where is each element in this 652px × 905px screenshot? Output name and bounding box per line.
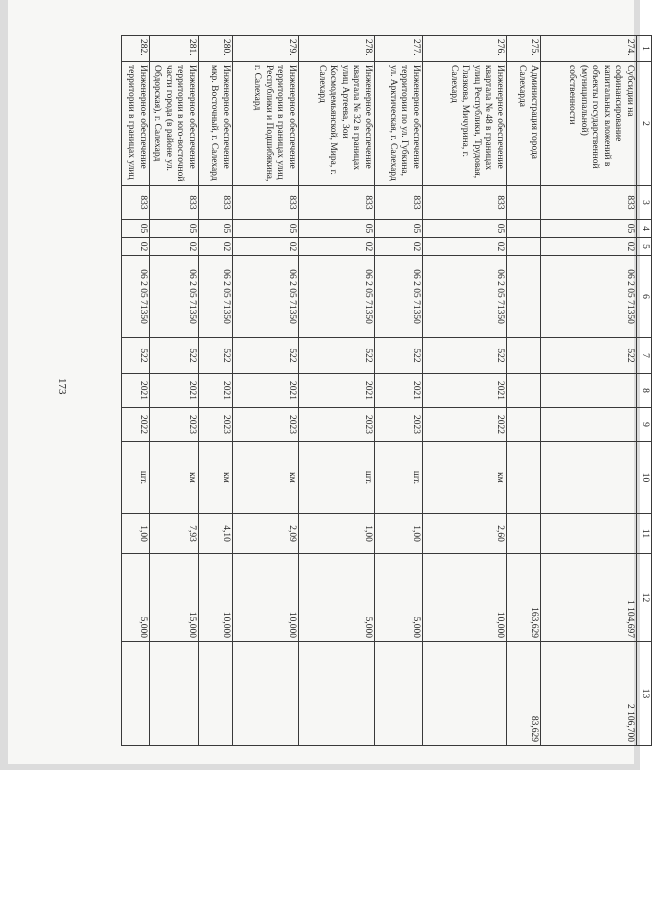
table-cell-n: 276. [423, 36, 507, 62]
table-cell-c11: 2,60 [423, 514, 507, 554]
column-header: 11 [637, 514, 652, 554]
table-row [423, 36, 507, 746]
table-cell-c9: 2022 [423, 408, 507, 442]
table-cell-c13 [121, 642, 149, 746]
table-cell-c12: 10,000 [233, 554, 299, 642]
column-header: 2 [637, 62, 652, 186]
column-header: 4 [637, 220, 652, 238]
table-row [541, 36, 637, 746]
table-cell-c12: 163,629 [507, 554, 541, 642]
table-cell-c12: 15,000 [149, 554, 198, 642]
table-cell-c7: 522 [121, 338, 149, 374]
table-cell-c10: шт. [121, 442, 149, 514]
table-cell-c12: 10,000 [423, 554, 507, 642]
table-cell-c10: шт. [299, 442, 375, 514]
table-cell-c5: 02 [423, 238, 507, 256]
table-cell-c11: 1,00 [375, 514, 423, 554]
table-cell-c12: 5,000 [299, 554, 375, 642]
table-cell-c10: км [149, 442, 198, 514]
table-cell-c3: 833 [541, 186, 637, 220]
table-cell-c5: 02 [375, 238, 423, 256]
table-cell-c4 [507, 220, 541, 238]
table-cell-c5: 02 [149, 238, 198, 256]
table-cell-name: Инженерное обеспечение квартала № 48 в границах улиц Республики, Трудовая, Глазкова, Мичурина, г. Салехард [423, 62, 507, 186]
table-cell-c3: 833 [233, 186, 299, 220]
table-header-row [637, 36, 652, 746]
table-cell-c10: шт. [375, 442, 423, 514]
table-cell-c7 [507, 338, 541, 374]
table-cell-c9: 2023 [233, 408, 299, 442]
table-cell-name: Администрация города Салехарда [507, 62, 541, 186]
table-cell-c3: 833 [149, 186, 198, 220]
table-cell-n: 281. [149, 36, 198, 62]
table-cell-c11 [541, 514, 637, 554]
table-cell-c6: 06 2 05 71350 [375, 256, 423, 338]
table-cell-c6 [507, 256, 541, 338]
table-cell-c13 [423, 642, 507, 746]
table-cell-c7: 522 [299, 338, 375, 374]
table-cell-c13 [299, 642, 375, 746]
table-cell-c3: 833 [423, 186, 507, 220]
table-cell-c4: 05 [375, 220, 423, 238]
column-header: 1 [637, 36, 652, 62]
table-cell-c4: 05 [541, 220, 637, 238]
table-cell-c6: 06 2 05 71350 [423, 256, 507, 338]
table-cell-c6: 06 2 05 71350 [121, 256, 149, 338]
table-cell-c7: 522 [199, 338, 233, 374]
table-cell-c10: км [199, 442, 233, 514]
table-cell-c7: 522 [541, 338, 637, 374]
table-cell-n: 275. [507, 36, 541, 62]
table-cell-c4: 05 [423, 220, 507, 238]
table-cell-c5: 02 [199, 238, 233, 256]
table-cell-c5: 02 [541, 238, 637, 256]
table-cell-c7: 522 [423, 338, 507, 374]
table-cell-n: 280. [199, 36, 233, 62]
table-cell-c8 [507, 374, 541, 408]
table-cell-c8: 2021 [375, 374, 423, 408]
table-row [299, 36, 375, 746]
table-cell-c8: 2021 [299, 374, 375, 408]
table-cell-c8: 2021 [233, 374, 299, 408]
table-cell-c6: 06 2 05 71350 [541, 256, 637, 338]
column-header: 9 [637, 408, 652, 442]
table-cell-c11 [507, 514, 541, 554]
table-cell-c13 [149, 642, 198, 746]
table-cell-c3: 833 [375, 186, 423, 220]
table-cell-c11: 7,93 [149, 514, 198, 554]
document-page [8, 0, 650, 764]
column-header: 12 [637, 554, 652, 642]
column-header: 8 [637, 374, 652, 408]
table-cell-name: Инженерное обеспечение территории в границах улиц Республики и Подшибякина, г. Салехард [233, 62, 299, 186]
table-cell-c5 [507, 238, 541, 256]
table-cell-name: Субсидии на софинансирование капитальных вложений в объекты государственной (муниципальной) собственности [541, 62, 637, 186]
table-row [199, 36, 233, 746]
table-cell-name: Инженерное обеспечение мкр. Восточный, г. Салехард [199, 62, 233, 186]
table-cell-name: Инженерное обеспечение территории в юго-восточной части города (в районе ул. Обдорская), г. Салехард [149, 62, 198, 186]
table-cell-name: Инженерное обеспечение территории в границах улиц [121, 62, 149, 186]
table-cell-c6: 06 2 05 71350 [149, 256, 198, 338]
table-cell-c11: 1,00 [121, 514, 149, 554]
table-row [149, 36, 198, 746]
table-cell-n: 274. [541, 36, 637, 62]
table-cell-c4: 05 [233, 220, 299, 238]
table-cell-c11: 4,10 [199, 514, 233, 554]
table-cell-c4: 05 [199, 220, 233, 238]
table-cell-c9: 2023 [199, 408, 233, 442]
rotated-table-container [121, 35, 652, 746]
table-cell-c13: 2 106,700 [541, 642, 637, 746]
table-cell-c3: 833 [299, 186, 375, 220]
table-cell-c3 [507, 186, 541, 220]
column-header: 5 [637, 238, 652, 256]
table-cell-c8: 2021 [149, 374, 198, 408]
table-cell-c8: 2021 [199, 374, 233, 408]
table-cell-c10 [541, 442, 637, 514]
table-cell-c9 [541, 408, 637, 442]
table-cell-c6: 06 2 05 71350 [233, 256, 299, 338]
table-cell-c11: 1,00 [299, 514, 375, 554]
table-cell-c9: 2022 [121, 408, 149, 442]
table-cell-c10: км [423, 442, 507, 514]
column-header: 13 [637, 642, 652, 746]
column-header: 3 [637, 186, 652, 220]
table-row [375, 36, 423, 746]
table-cell-c5: 02 [121, 238, 149, 256]
table-cell-c12: 1 104,697 [541, 554, 637, 642]
table-cell-c12: 5,000 [121, 554, 149, 642]
table-cell-c9 [507, 408, 541, 442]
table-cell-c7: 522 [149, 338, 198, 374]
table-cell-n: 282. [121, 36, 149, 62]
table-cell-c8: 2021 [121, 374, 149, 408]
table-cell-c6: 06 2 05 71350 [299, 256, 375, 338]
table-cell-n: 279. [233, 36, 299, 62]
table-row [121, 36, 149, 746]
table-row [507, 36, 541, 746]
table-row [233, 36, 299, 746]
table-cell-c4: 05 [149, 220, 198, 238]
table-cell-c10 [507, 442, 541, 514]
table-cell-c6: 06 2 05 71350 [199, 256, 233, 338]
table-cell-c9: 2023 [299, 408, 375, 442]
table-cell-c12: 10,000 [199, 554, 233, 642]
table-cell-c4: 05 [121, 220, 149, 238]
budget-table [121, 35, 652, 746]
table-cell-c13 [375, 642, 423, 746]
table-cell-name: Инженерное обеспечение территории по ул. Губкина, ул. Арктическая, г. Салехард [375, 62, 423, 186]
table-cell-c9: 2023 [375, 408, 423, 442]
table-cell-c3: 833 [199, 186, 233, 220]
table-cell-c12: 5,000 [375, 554, 423, 642]
table-cell-c3: 833 [121, 186, 149, 220]
table-cell-c5: 02 [233, 238, 299, 256]
table-cell-c5: 02 [299, 238, 375, 256]
table-cell-c8: 2021 [423, 374, 507, 408]
table-cell-c9: 2023 [149, 408, 198, 442]
table-cell-c13: 83,629 [507, 642, 541, 746]
table-cell-n: 278. [299, 36, 375, 62]
table-cell-c7: 522 [233, 338, 299, 374]
column-header: 6 [637, 256, 652, 338]
column-header: 10 [637, 442, 652, 514]
table-cell-c13 [199, 642, 233, 746]
table-cell-c11: 2,09 [233, 514, 299, 554]
table-cell-c13 [233, 642, 299, 746]
table-cell-n: 277. [375, 36, 423, 62]
column-header: 7 [637, 338, 652, 374]
page-number: 173 [56, 378, 68, 395]
table-cell-name: Инженерное обеспечение квартала № 32 в границах улиц Артеева, Зои Космодемьянской, Мира, г. Салехард [299, 62, 375, 186]
table-cell-c8 [541, 374, 637, 408]
table-cell-c7: 522 [375, 338, 423, 374]
table-cell-c4: 05 [299, 220, 375, 238]
table-cell-c10: км [233, 442, 299, 514]
